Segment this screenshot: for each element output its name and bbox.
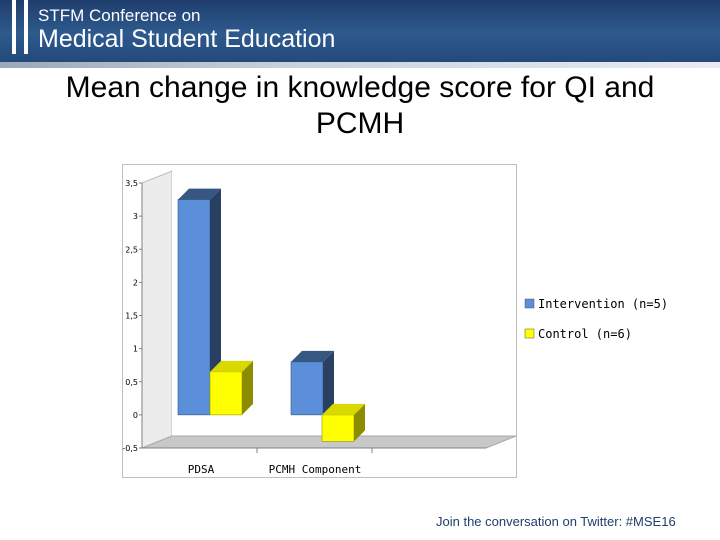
y-tick-label: 2 xyxy=(132,278,138,288)
y-tick-label: 1 xyxy=(132,344,138,354)
y-tick-label: 3,5 xyxy=(125,179,138,188)
header-stripe-right xyxy=(24,0,28,54)
y-tick-label: 3 xyxy=(132,212,138,222)
bar-front xyxy=(291,362,323,415)
bar-chart xyxy=(122,165,669,477)
header-title: Medical Student Education xyxy=(38,25,336,53)
header-subtitle: STFM Conference on xyxy=(38,6,201,25)
slide-title: Mean change in knowledge score for QI and PCMH xyxy=(65,71,655,140)
conference-header xyxy=(0,0,720,62)
legend-swatch xyxy=(525,329,534,338)
header-stripe-left xyxy=(12,0,16,54)
legend-swatch xyxy=(525,299,534,308)
header-divider xyxy=(0,62,720,68)
y-tick-label: 2,5 xyxy=(125,245,138,255)
bar-front xyxy=(178,200,210,415)
bar-front xyxy=(210,372,242,415)
y-tick-label: 1,5 xyxy=(125,311,138,321)
chart-frame xyxy=(122,164,669,478)
y-tick-label: 0,5 xyxy=(125,377,138,387)
x-category-label: PDSA xyxy=(187,463,215,476)
bar-front xyxy=(322,415,354,442)
chart-side-wall xyxy=(142,171,172,448)
legend-label: Intervention (n=5) xyxy=(538,297,669,311)
y-tick-label: 0 xyxy=(132,410,138,420)
legend-label: Control (n=6) xyxy=(538,327,632,341)
y-tick-label: -0,5 xyxy=(122,444,138,453)
footer-twitter-text: Join the conversation on Twitter: #MSE16 xyxy=(436,514,676,529)
x-category-label: PCMH Component xyxy=(268,463,362,476)
